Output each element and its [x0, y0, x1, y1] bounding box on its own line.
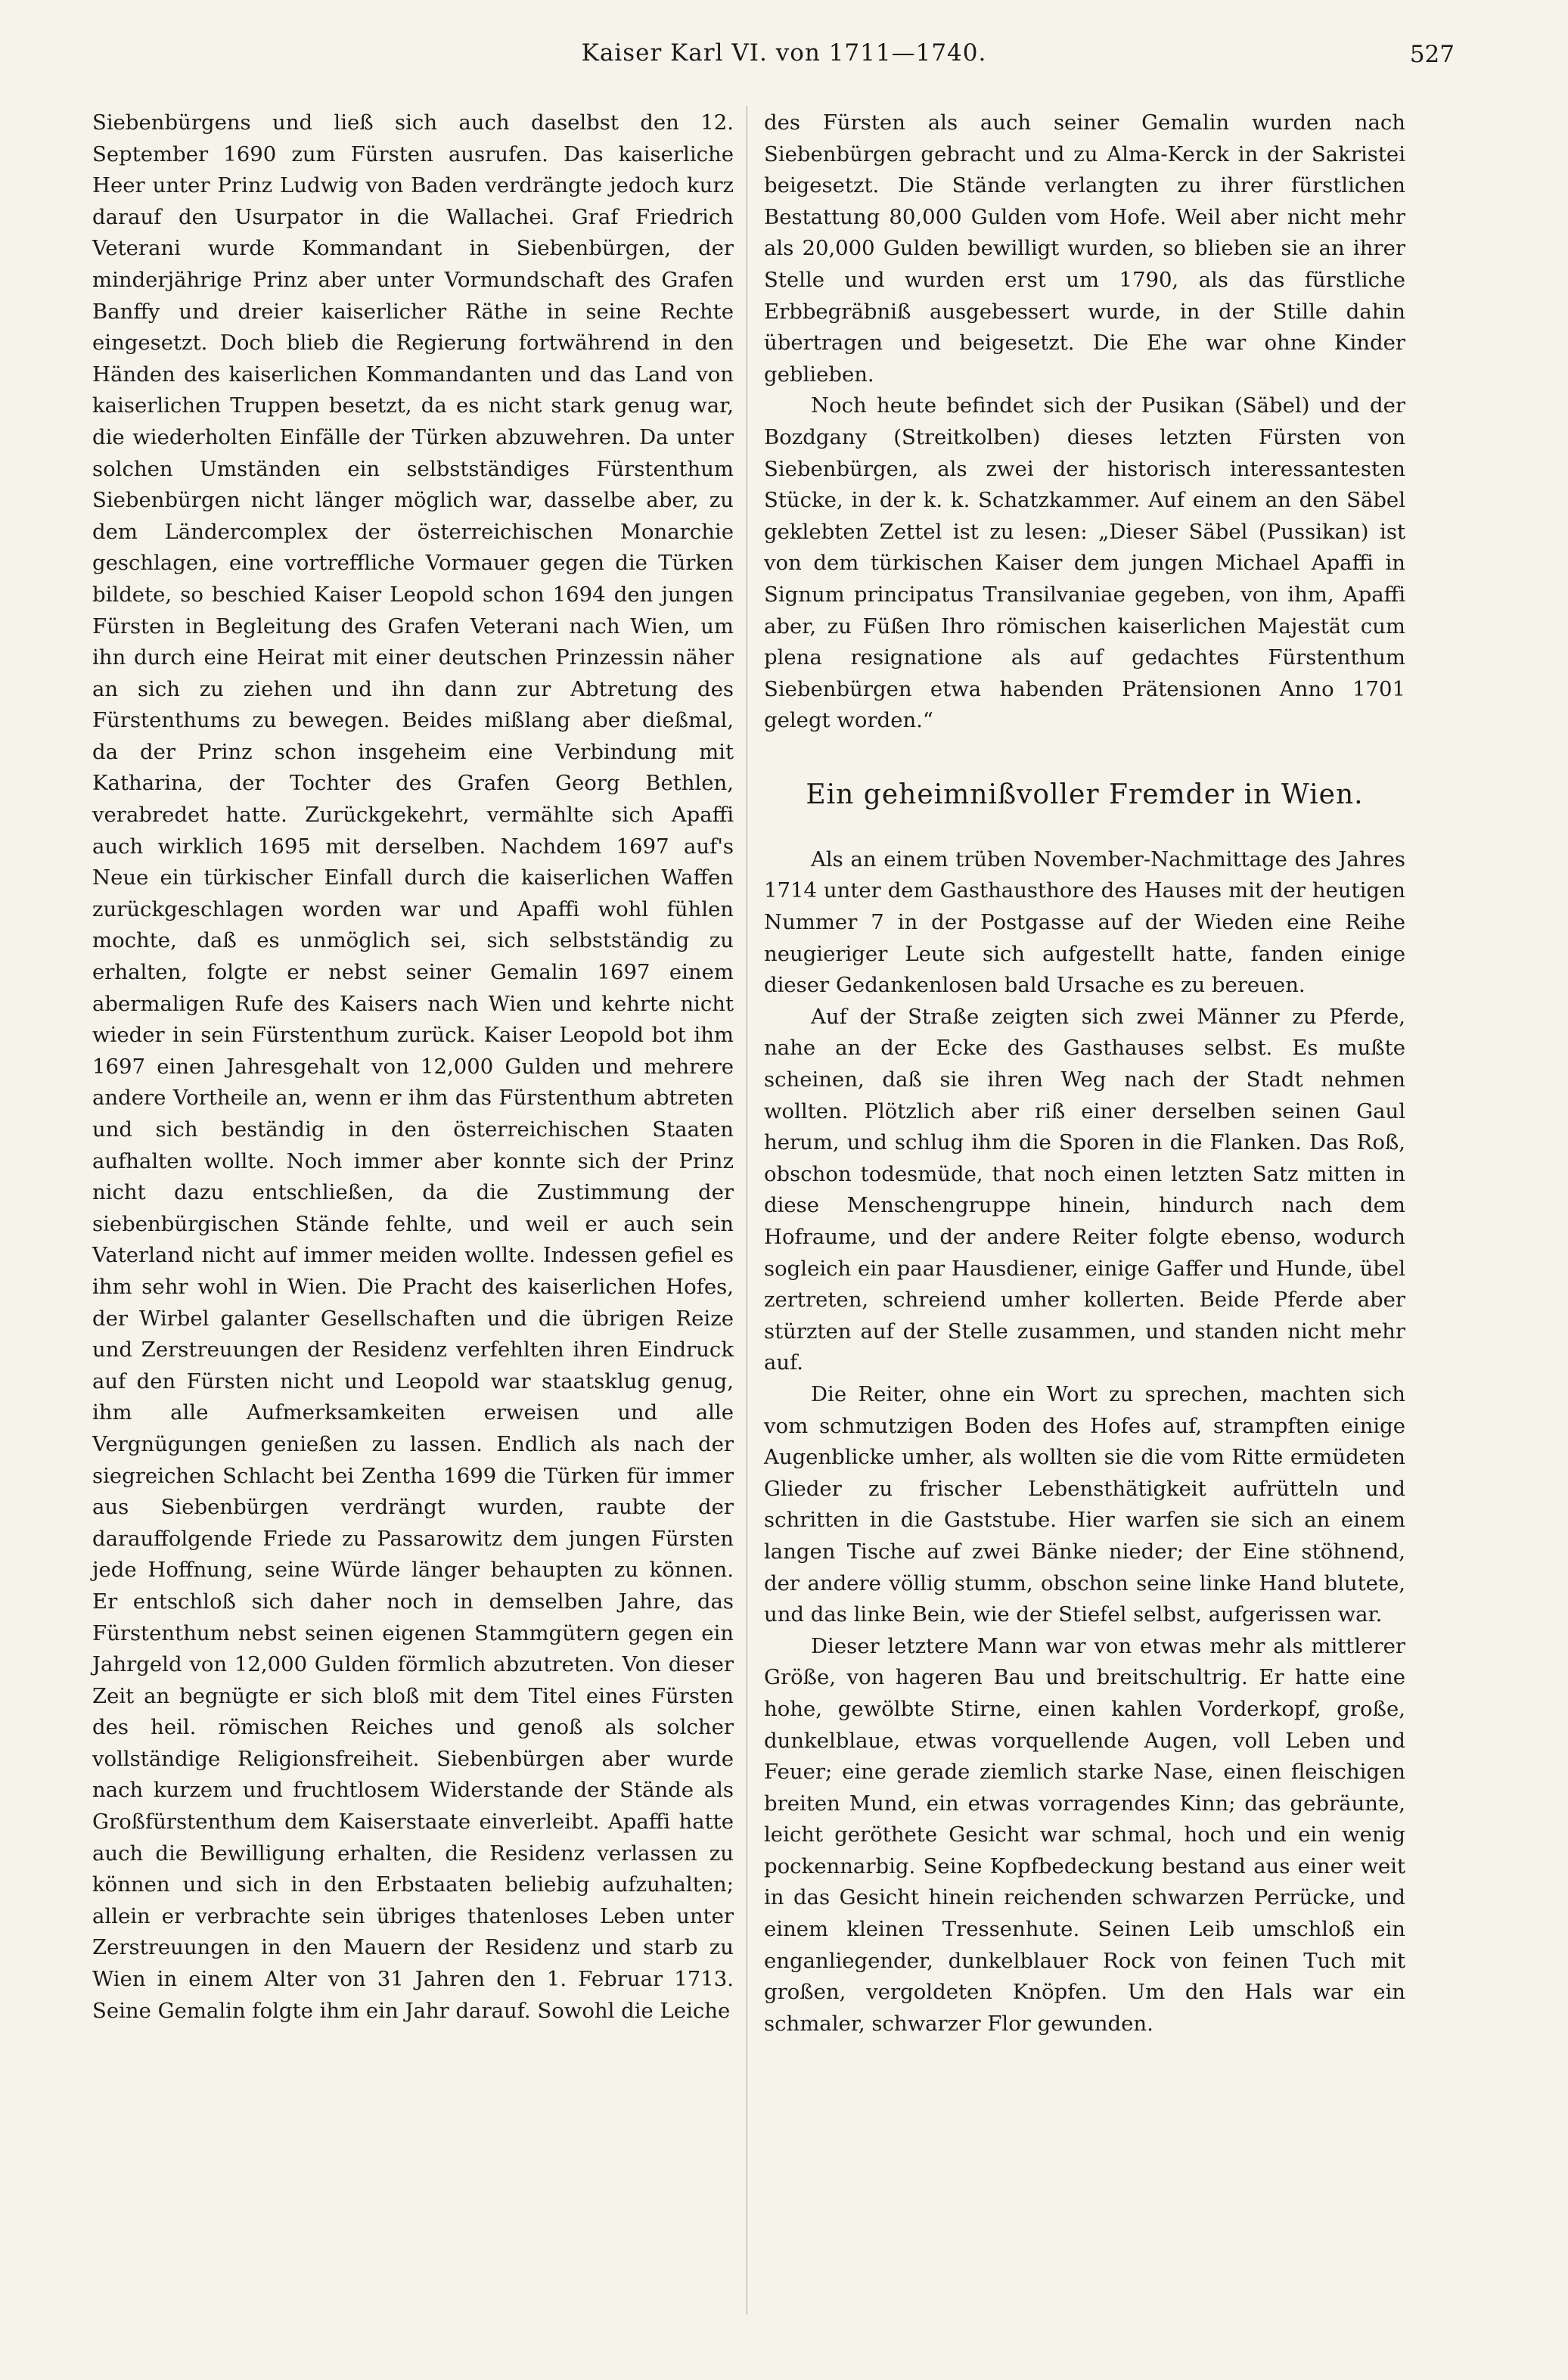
left-column — [92, 107, 734, 2027]
paragraph: des Fürsten als auch seiner Gemalin wurden nach Siebenbürgen gebracht und zu Alma-Kerck in der Sakristei beigesetzt. Die Stände verlangten zu ihrer fürstlichen Bestattung 80,000 Gulden vom Hofe. Weil aber nicht mehr als 20,000 Gulden bewilligt wurden, so blieben sie an ihrer Stelle und wurden erst um 1790, als das fürstliche Erbbegräbniß ausgebessert wurde, in der Stille dahin übertragen und beigesetzt. Die Ehe war ohne Kinder geblieben. — [764, 110, 1405, 387]
running-title: Kaiser Karl VI. von 1711—1740. — [581, 39, 987, 67]
paragraph: Siebenbürgens und ließ sich auch daselbst den 12. September 1690 zum Fürsten ausrufen. Das kaiserliche Heer unter Prinz Ludwig von Baden verdrängte jedoch kurz darauf den Usurpator in die Wallachei. Graf Friedrich Veterani wurde Kommandant in Siebenbürgen, der minderjährige Prinz aber unter Vormundschaft des Grafen Banffy und dreier kaiserlicher Räthe in seine Rechte eingesetzt. Doch blieb die Regierung fortwährend in den Händen des kaiserlichen Kommandanten und das Land von kaiserlichen Truppen besetzt, da es nicht stark genug war, die wiederholten Einfälle der Türken abzuwehren. Da unter solchen Umständen ein selbstständiges Fürstenthum Siebenbürgen nicht länger möglich war, dasselbe aber, zu dem Ländercomplex der österreichischen Monarchie geschlagen, eine vortreffliche Vormauer gegen die Türken bildete, so beschied Kaiser Leopold schon 1694 den jungen Fürsten in Begleitung des Grafen Veterani nach Wien, um ihn durch eine Heirat mit einer deutschen Prinzessin näher an sich zu ziehen und ihn dann zur Abtretung des Fürstenthums zu bewegen. Beides mißlang aber dießmal, da der Prinz schon insgeheim eine Verbindung mit Katharina, der Tochter des Grafen Georg Bethlen, verabredet hatte. Zurückgekehrt, vermählte sich Apaffi auch wirklich 1695 mit derselben. Nachdem 1697 auf's Neue ein türkischer Einfall durch die kaiserlichen Waffen zurückgeschlagen worden war und Apaffi wohl fühlen mochte, daß es unmöglich sei, sich selbstständig zu erhalten, folgte er nebst seiner Gemalin 1697 einem abermaligen Rufe des Kaisers nach Wien und kehrte nicht wieder in sein Fürstenthum zurück. Kaiser Leopold bot ihm 1697 einen Jahresgehalt von 12,000 Gulden und mehrere andere Vortheile an, wenn er ihm das Fürstenthum abtreten und sich beständig in den österreichischen Staaten aufhalten wollte. Noch immer aber konnte sich der Prinz nicht dazu entschließen, da die Zustimmung der siebenbürgischen Stände fehlte, und weil er auch sein Vaterland nicht auf immer meiden wollte. Indessen gefiel es ihm sehr wohl in Wien. Die Pracht des kaiserlichen Hofes, der Wirbel galanter Gesellschaften und die übrigen Reize und Zerstreuungen der Residenz verfehlten ihren Eindruck auf den Fürsten nicht und Leopold war staatsklug genug, ihm alle Aufmerksamkeiten erweisen und alle Vergnügungen genießen zu lassen. Endlich als nach der siegreichen Schlacht bei Zentha 1699 die Türken für immer aus Siebenbürgen verdrängt wurden, raubte der darauffolgende Friede zu Passarowitz dem jungen Fürsten jede Hoffnung, seine Würde länger behaupten zu können. Er entschloß sich daher noch in demselben Jahre, das Fürstenthum nebst seinen eigenen Stammgütern gegen ein Jahrgeld von 12,000 Gulden förmlich abzutreten. Von dieser Zeit an begnügte er sich bloß mit dem Titel eines Fürsten des heil. römischen Reiches und genoß als solcher vollständige Religionsfreiheit. Siebenbürgen aber wurde nach kurzem und fruchtlosem Widerstande der Stände als Großfürstenthum dem Kaiserstaate einverleibt. Apaffi hatte auch die Bewilligung erhalten, die Residenz verlassen zu können und sich in den Erbstaaten beliebig aufzuhalten; allein er verbrachte sein übriges thatenloses Leben unter Zerstreuungen in den Mauern der Residenz und starb zu Wien in einem Alter von 31 Jahren den 1. Februar 1713. Seine Gemalin folgte ihm ein Jahr darauf. Sowohl die Leiche — [92, 110, 734, 2023]
section-title: Ein geheimnißvoller Fremder in Wien. — [806, 778, 1364, 810]
paragraph: Dieser letztere Mann war von etwas mehr als mittlerer Größe, von hageren Bau und breitschultrig. Er hatte eine hohe, gewölbte Stirne, einen kahlen Vorderkopf, große, dunkelblaue, etwas vorquellende Augen, voll Leben und Feuer; eine gerade ziemlich starke Nase, einen fleischigen breiten Mund, ein etwas vorragendes Kinn; das gebräunte, leicht geröthete Gesicht war schmal, hoch und ein wenig pockennarbig. Seine Kopfbedeckung bestand aus einer weit in das Gesicht hinein reichenden schwarzen Perrücke, und einem kleinen Tressenhute. Seinen Leib umschloß ein enganliegender, dunkelblauer Rock von feinen Tuch mit großen, vergoldeten Knöpfen. Um den Hals war ein schmaler, schwarzer Flor gewunden. — [764, 1633, 1405, 2036]
page-number: 527 — [1409, 41, 1455, 68]
page-header — [0, 39, 1568, 76]
paragraph: Die Reiter, ohne ein Wort zu sprechen, machten sich vom schmutzigen Boden des Hofes auf, strampften einige Augenblicke umher, als wollten sie die vom Ritte ermüdeten Glieder zu frischer Lebensthätigkeit aufrütteln und schritten in die Gaststube. Hier warfen sie sich an einem langen Tische auf zwei Bänke nieder; der Eine stöhnend, der andere völlig stumm, obschon seine linke Hand blutete, und das linke Bein, wie der Stiefel selbst, aufgerissen war. — [764, 1381, 1405, 1627]
right-column — [764, 107, 1405, 2040]
paragraph: Noch heute befindet sich der Pusikan (Säbel) und der Bozdgany (Streitkolben) dieses letzten Fürsten von Siebenbürgen, als zwei der historisch interessantesten Stücke, in der k. k. Schatzkammer. Auf einem an den Säbel geklebten Zettel ist zu lesen: „Dieser Säbel (Pussikan) ist von dem türkischen Kaiser dem jungen Michael Apaffi in Signum principatus Transilvaniae gegeben, von ihm, Apaffi aber, zu Füßen Ihro römischen kaiserlichen Majestät cum plena resignatione als auf gedachtes Fürstenthum Siebenbürgen etwa habenden Prätensionen Anno 1701 gelegt worden.“ — [764, 393, 1405, 733]
paragraph: Als an einem trüben November-Nachmittage des Jahres 1714 unter dem Gasthausthore des Hauses mit der heutigen Nummer 7 in der Postgasse auf der Wieden eine Reihe neugieriger Leute sich aufgestellt hatte, fanden einige dieser Gedankenlosen bald Ursache es zu bereuen. — [764, 847, 1405, 998]
paragraph: Auf der Straße zeigten sich zwei Männer zu Pferde, nahe an der Ecke des Gasthauses selbst. Es mußte scheinen, daß sie ihren Weg nach der Stadt nehmen wollten. Plötzlich aber riß einer derselben seinen Gaul herum, und schlug ihm die Sporen in die Flanken. Das Roß, obschon todesmüde, that noch einen letzten Satz mitten in diese Menschengruppe hinein, hindurch nach dem Hofraume, und der andere Reiter folgte ebenso, wodurch sogleich ein paar Hausdiener, einige Gaffer und Hunde, übel zertreten, schreiend umher kollerten. Beide Pferde aber stürzten auf der Stelle zusammen, und standen nicht mehr auf. — [764, 1004, 1405, 1375]
